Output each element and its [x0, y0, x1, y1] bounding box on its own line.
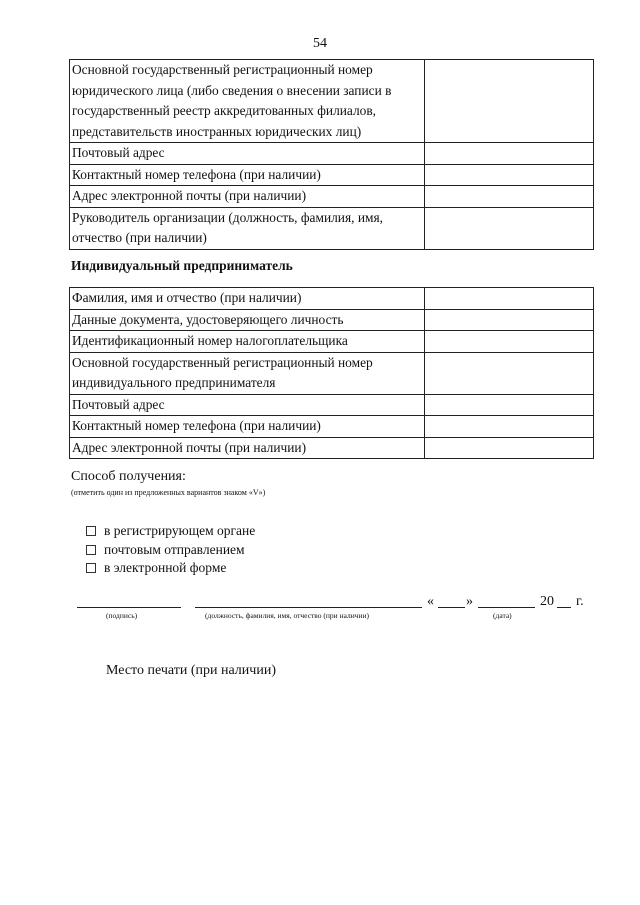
- receipt-method-hint: (отметить один из предложенных вариантов знаком «V»): [71, 488, 266, 497]
- option-label: в электронной форме: [104, 560, 227, 576]
- option-registering-body[interactable]: [86, 522, 255, 541]
- receipt-method-title: Способ получения:: [71, 469, 186, 484]
- year-prefix: 20: [540, 594, 554, 609]
- row-label: Основной государственный регистрационный номер индивидуального предпринимателя: [70, 352, 425, 394]
- row-label: Фамилия, имя и отчество (при наличии): [70, 288, 425, 310]
- table-row: [70, 309, 594, 331]
- row-label: Контактный номер телефона (при наличии): [70, 164, 425, 186]
- table-row: [70, 164, 594, 186]
- stamp-place: Место печати (при наличии): [106, 663, 276, 678]
- year-suffix: г.: [576, 594, 584, 609]
- value-cell[interactable]: [425, 60, 594, 143]
- option-label: почтовым отправлением: [104, 541, 245, 557]
- table-row: [70, 416, 594, 438]
- checkbox[interactable]: [86, 526, 96, 536]
- option-postal[interactable]: [86, 541, 255, 560]
- table-row: [70, 186, 594, 208]
- value-cell[interactable]: [425, 207, 594, 249]
- checkbox[interactable]: [86, 545, 96, 555]
- value-cell[interactable]: [425, 186, 594, 208]
- row-label: Данные документа, удостоверяющего личность: [70, 309, 425, 331]
- signature-line[interactable]: [77, 607, 181, 608]
- year-line[interactable]: [557, 607, 571, 608]
- table-row: [70, 352, 594, 394]
- option-label: в регистрирующем органе: [104, 523, 256, 539]
- value-cell[interactable]: [425, 331, 594, 353]
- row-label: Идентификационный номер налогоплательщика: [70, 331, 425, 353]
- date-quote-open: «: [427, 594, 434, 609]
- value-cell[interactable]: [425, 288, 594, 310]
- date-quote-close: »: [466, 594, 473, 609]
- table-row: [70, 60, 594, 143]
- month-line[interactable]: [478, 607, 535, 608]
- checkbox[interactable]: [86, 563, 96, 573]
- name-line[interactable]: [195, 607, 422, 608]
- option-electronic[interactable]: [86, 559, 255, 578]
- name-caption: (должность, фамилия, имя, отчество (при наличии): [205, 611, 370, 620]
- row-label: Контактный номер телефона (при наличии): [70, 416, 425, 438]
- value-cell[interactable]: [425, 416, 594, 438]
- table-row: [70, 143, 594, 165]
- date-caption: (дата): [493, 611, 512, 620]
- receipt-options: [86, 522, 255, 578]
- row-label: Адрес электронной почты (при наличии): [70, 437, 425, 459]
- value-cell[interactable]: [425, 164, 594, 186]
- row-label: Адрес электронной почты (при наличии): [70, 186, 425, 208]
- table-row: [70, 394, 594, 416]
- value-cell[interactable]: [425, 437, 594, 459]
- table-row: [70, 331, 594, 353]
- day-line[interactable]: [438, 607, 465, 608]
- value-cell[interactable]: [425, 309, 594, 331]
- individual-entrepreneur-table: [69, 287, 594, 459]
- signature-caption: (подпись): [106, 611, 138, 620]
- table-row: [70, 207, 594, 249]
- table-row: [70, 437, 594, 459]
- value-cell[interactable]: [425, 352, 594, 394]
- page-number: 54: [313, 36, 327, 51]
- legal-entity-table: [69, 59, 594, 250]
- row-label: Почтовый адрес: [70, 143, 425, 165]
- section-title: Индивидуальный предприниматель: [71, 258, 293, 273]
- value-cell[interactable]: [425, 394, 594, 416]
- row-label: Руководитель организации (должность, фамилия, имя, отчество (при наличии): [70, 207, 425, 249]
- row-label: Основной государственный регистрационный номер юридического лица (либо сведения о внесении записи в государственный реестр аккредитованных филиалов, представительств иностранных юридических лиц): [70, 60, 425, 143]
- value-cell[interactable]: [425, 143, 594, 165]
- table-row: [70, 288, 594, 310]
- row-label: Почтовый адрес: [70, 394, 425, 416]
